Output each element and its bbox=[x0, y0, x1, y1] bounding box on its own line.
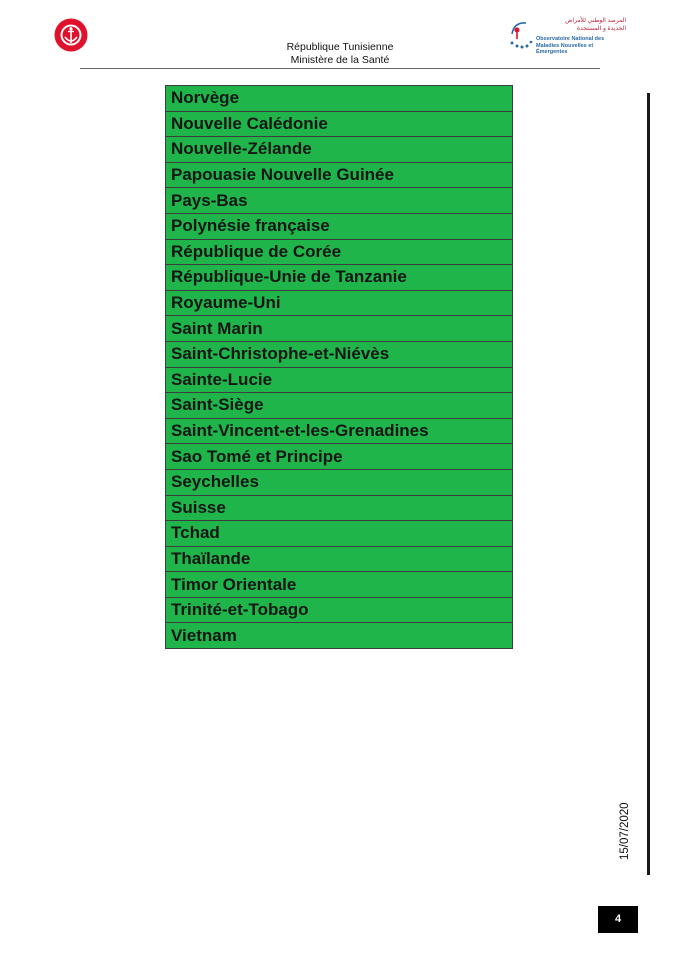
country-name: Seychelles bbox=[166, 469, 513, 495]
observatory-logo bbox=[508, 16, 628, 56]
table-row bbox=[166, 213, 513, 239]
country-name: Royaume-Uni bbox=[166, 290, 513, 316]
header-title bbox=[240, 41, 440, 67]
ministry-emblem-icon bbox=[54, 18, 88, 52]
table-row bbox=[166, 188, 513, 214]
table-row bbox=[166, 393, 513, 419]
table-row bbox=[166, 162, 513, 188]
country-name: Saint-Siège bbox=[166, 393, 513, 419]
country-name: Sao Tomé et Principe bbox=[166, 444, 513, 470]
country-name: Saint Marin bbox=[166, 316, 513, 342]
observatory-arabic-name: المرصد الوطني للأمراض الجديدة و المستجدة bbox=[565, 18, 626, 32]
table-row bbox=[166, 444, 513, 470]
country-name: Saint-Christophe-et-Niévès bbox=[166, 341, 513, 367]
observatory-emblem-icon bbox=[508, 18, 536, 52]
page-number: 4 bbox=[598, 906, 638, 933]
country-table bbox=[165, 85, 513, 649]
country-name: République de Corée bbox=[166, 239, 513, 265]
table-row bbox=[166, 239, 513, 265]
country-name: Sainte-Lucie bbox=[166, 367, 513, 393]
country-name: Timor Orientale bbox=[166, 572, 513, 598]
table-row bbox=[166, 597, 513, 623]
table-row bbox=[166, 86, 513, 112]
country-name: Papouasie Nouvelle Guinée bbox=[166, 162, 513, 188]
country-name: Trinité-et-Tobago bbox=[166, 597, 513, 623]
document-date: 15/07/2020 bbox=[619, 802, 631, 860]
table-row bbox=[166, 137, 513, 163]
table-row bbox=[166, 290, 513, 316]
country-name: Saint-Vincent-et-les-Grenadines bbox=[166, 418, 513, 444]
margin-bar bbox=[647, 93, 650, 875]
table-row bbox=[166, 546, 513, 572]
table-row bbox=[166, 418, 513, 444]
country-name: Nouvelle Calédonie bbox=[166, 111, 513, 137]
header-country: République Tunisienne bbox=[286, 41, 394, 53]
table-row bbox=[166, 111, 513, 137]
country-name: Nouvelle-Zélande bbox=[166, 137, 513, 163]
country-name: Polynésie française bbox=[166, 213, 513, 239]
ministry-logo bbox=[54, 18, 88, 52]
country-name: Suisse bbox=[166, 495, 513, 521]
country-name: Tchad bbox=[166, 521, 513, 547]
table-row bbox=[166, 623, 513, 649]
country-name: Vietnam bbox=[166, 623, 513, 649]
country-name: Pays-Bas bbox=[166, 188, 513, 214]
table-row bbox=[166, 341, 513, 367]
table-row bbox=[166, 495, 513, 521]
table-row bbox=[166, 572, 513, 598]
observatory-french-name: Observatoire National des Maladies Nouvelles et Émergentes bbox=[536, 36, 605, 55]
table-row bbox=[166, 521, 513, 547]
country-name: Thaïlande bbox=[166, 546, 513, 572]
table-row bbox=[166, 265, 513, 291]
header-ministry: Ministère de la Santé bbox=[290, 54, 390, 66]
country-name: Norvège bbox=[166, 86, 513, 112]
table-row bbox=[166, 469, 513, 495]
header-divider bbox=[80, 68, 600, 69]
table-row bbox=[166, 367, 513, 393]
table-row bbox=[166, 316, 513, 342]
country-name: République-Unie de Tanzanie bbox=[166, 265, 513, 291]
